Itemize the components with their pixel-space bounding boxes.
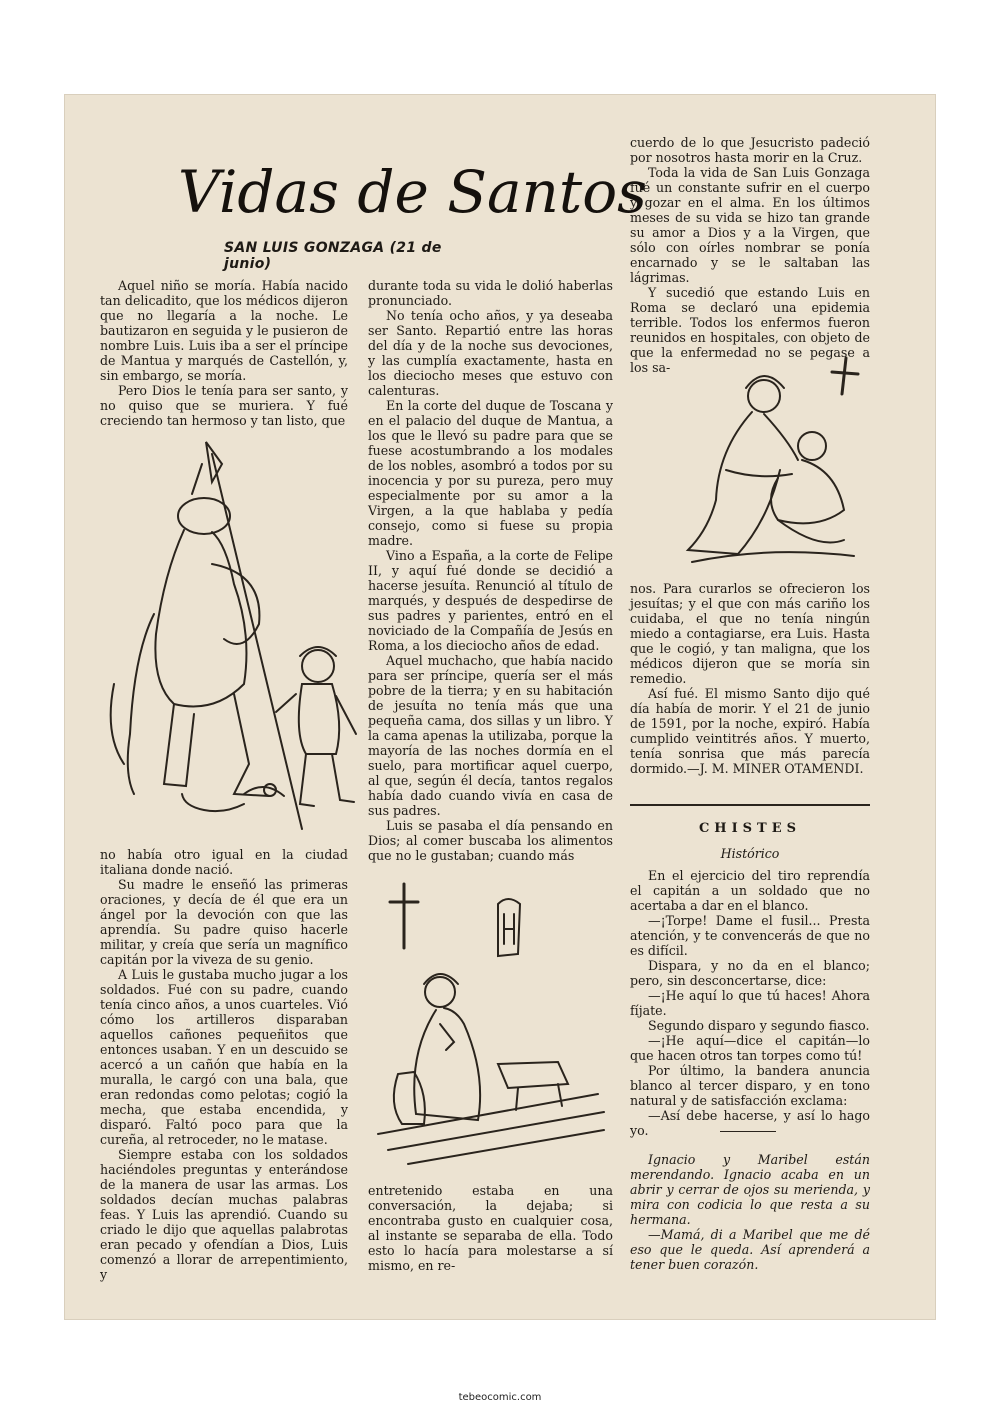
column-2-top — [368, 278, 613, 863]
handwritten-title-graphic — [172, 146, 647, 236]
paragraph: Por último, la bandera anuncia blanco al tercer disparo, y en tono natural y de satisfacción exclama: — [630, 1063, 870, 1108]
paragraph: no había otro igual en la ciudad italiana donde nació. — [100, 847, 348, 877]
paragraph: En la corte del duque de Toscana y en el palacio del duque de Mantua, a los que le llevó su padre para que se fuese acostumbrando a los modales de los nobles, asombró a todos por su inocencia y por su pureza, pero muy especialmente por su amor a la Virgen, a la que hablaba y pedía consejo, como si fuese su propia madre. — [368, 398, 613, 548]
paragraph: Segundo disparo y segundo fiasco. — [648, 1018, 870, 1033]
page-title-text: Vidas de Santos — [178, 158, 647, 226]
jokes-subheading: Histórico — [720, 846, 780, 861]
paragraph: —Mamá, di a Maribel que me dé eso que le queda. Así aprenderá a tener buen corazón. — [630, 1227, 870, 1272]
paragraph: —¡He aquí lo que tú haces! Ahora fíjate. — [630, 988, 870, 1018]
paragraph: Aquel niño se moría. Había nacido tan delicadito, que los médicos dijeron que no llegaría a la noche. Le bautizaron en seguida y le pusieron de nombre Luis. Luis iba a ser el príncipe de Mantua y marqués de Castellón, y, sin embargo, se moría. — [100, 278, 348, 383]
jokes-text — [630, 868, 870, 1138]
paragraph: No tenía ocho años, y ya deseaba ser Santo. Repartió entre las horas del día y de la noche sus devociones, y las cumplía exactamente, hasta en los dieciocho meses que estuvo con calenturas. — [368, 308, 613, 398]
paragraph: —¡He aquí—dice el capitán—lo que hacen otros tan torpes como tú! — [630, 1033, 870, 1063]
joke-separator — [720, 1131, 776, 1132]
paragraph: cuerdo de lo que Jesucristo padeció por nosotros hasta morir en la Cruz. — [630, 135, 870, 165]
paragraph: Dispara, y no da en el blanco; pero, sin desconcertarse, dice: — [630, 958, 870, 988]
paragraph: Aquel muchacho, que había nacido para ser príncipe, quería ser el más pobre de la tierra; y en su habitación de jesuíta no tenía más que una pequeña cama, dos sillas y un libro. Y la cama apenas la utilizaba, porque la mayoría de las noches dormía en el suelo, para mortificar aquel cuerpo, al que, según él decía, tantos regalos había dado cuando vivía en casa de sus padres. — [368, 653, 613, 818]
paragraph: Toda la vida de San Luis Gonzaga fué un constante sufrir en el cuerpo y gozar en el alma. En los últimos meses de su vida se hizo tan grande su amor a Dios y a la Virgen, que sólo con oírles nombrar se ponía encarnado y se le saltaban las lágrimas. — [630, 165, 870, 285]
paragraph: Pero Dios le tenía para ser santo, y no quiso que se muriera. Y fué creciendo tan hermoso y tan listo, que — [100, 383, 348, 428]
paragraph: —Así debe hacerse, y así lo hago yo. — [630, 1108, 870, 1138]
paragraph: Su madre le enseñó las primeras oraciones, y decía de él que era un ángel por la devoción con que las aprendía. Su padre quiso hacerle militar, y creía que sería un magnífico capitán por la viveza de su genio. — [100, 877, 348, 967]
paragraph: Vino a España, a la corte de Felipe II, y aquí fué donde se decidió a hacerse jesuíta. Renunció al título de marqués, y después de despedirse de sus padres y parientes, entró en el noviciado de la Compañía de Jesús en Roma, a los dieciocho años de edad. — [368, 548, 613, 653]
paragraph: Y sucedió que estando Luis en Roma se declaró una epidemia terrible. Todos los enfermos fueron reunidos en hospitales, con objeto de que la enfermedad no se pegase a los sa- — [630, 285, 870, 375]
page-subtitle: SAN LUIS GONZAGA (21 de junio) — [224, 240, 442, 272]
soldier-and-boy-illustration — [94, 434, 366, 834]
column-1-top — [100, 278, 348, 428]
paragraph: En el ejercicio del tiro reprendía el capitán a un soldado que no acertaba a dar en el blanco. — [630, 868, 870, 913]
paragraph: —¡Torpe! Dame el fusil... Presta atención, y te convencerás de que no es difícil. — [630, 913, 870, 958]
paragraph: Así fué. El mismo Santo dijo qué día había de morir. Y el 21 de junio de 1591, por la noche, expiró. Había cumplido veintitrés años. Y muerto, tenía sonrisa que más parecía dormido.—J. M. MINER OTAMENDI. — [630, 686, 870, 776]
column-1-bottom — [100, 847, 348, 1282]
paragraph: nos. Para curarlos se ofrecieron los jesuítas; y el que con más cariño los cuidaba, el que no tenía ningún miedo a contagiarse, era Luis. Hasta que le cogió, y tan maligna, que los médicos dijeron que se moría sin remedio. — [630, 581, 870, 686]
column-3-top — [630, 135, 870, 375]
paragraph: entretenido estaba en una conversación, la dejaba; si encontraba gusto en cualquier cosa, al instante se separaba de ella. Todo esto lo hacía para molestarse a sí mismo, en re- — [368, 1183, 613, 1273]
column-2-bottom — [368, 1183, 613, 1273]
page-title — [172, 146, 647, 236]
site-watermark: tebeocomic.com — [458, 1392, 542, 1403]
paragraph: durante toda su vida le dolió haberlas pronunciado. — [368, 278, 613, 308]
paragraph: Luis se pasaba el día pensando en Dios; al comer buscaba los alimentos que no le gustaban; cuando más — [368, 818, 613, 863]
saint-tending-sick-illustration — [668, 350, 868, 570]
paragraph: A Luis le gustaba mucho jugar a los soldados. Fué con su padre, cuando tenía cinco años, a unos cuarteles. Vió cómo los artilleros disparaban aquellos cañones pequeñitos que entonces usaban. Y en un descuido se acercó a un cañón que había en la muralla, le cargó con una bala, que eran redondas como pelotas; cogió la mecha, que estaba encendida, y disparó. Faltó poco para que la cureña, al retroceder, no le matase. — [100, 967, 348, 1147]
column-3-bottom — [630, 581, 870, 776]
paragraph: Ignacio y Maribel están merendando. Ignacio acaba en un abrir y cerrar de ojos su merienda, y mira con codicia lo que resta a su hermana. — [630, 1152, 870, 1227]
jokes-heading: CHISTES — [698, 821, 802, 836]
praying-saint-illustration — [368, 874, 608, 1174]
section-divider — [630, 804, 870, 806]
second-joke-text — [630, 1152, 870, 1272]
magazine-page — [64, 94, 936, 1320]
paragraph: Siempre estaba con los soldados haciéndoles preguntas y enterándose de la manera de usar las armas. Los soldados decían muchas palabras feas. Y Luis las aprendió. Cuando su criado le dijo que aquellas palabrotas eran pecado y ofendían a Dios, Luis comenzó a llorar de arrepentimiento, y — [100, 1147, 348, 1282]
